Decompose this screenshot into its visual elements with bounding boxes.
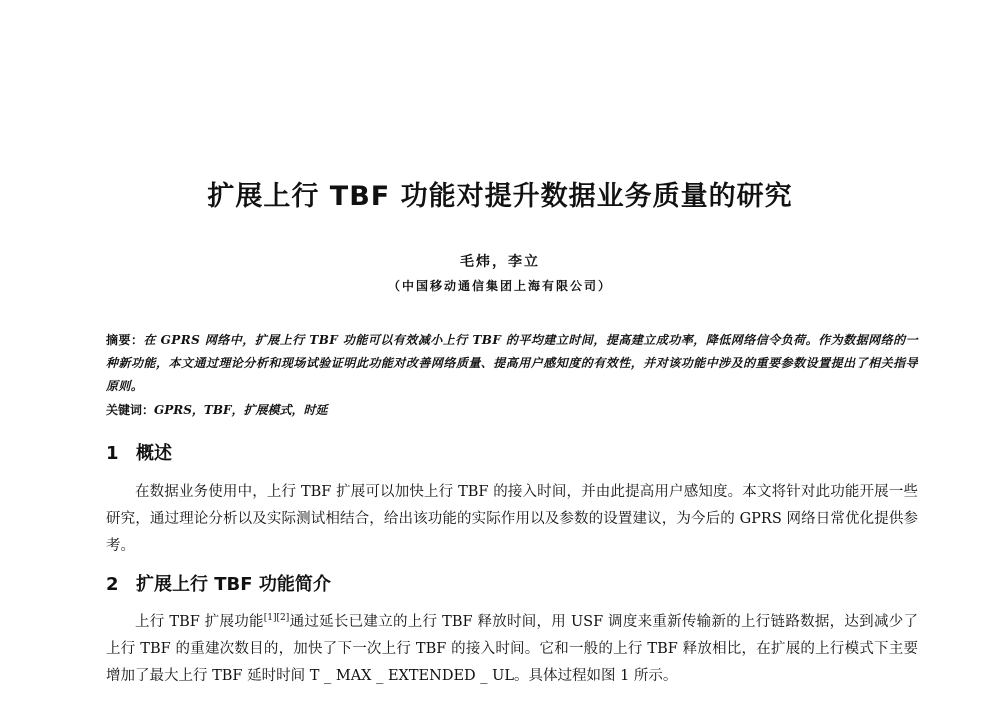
abstract	[106, 329, 918, 398]
section-heading	[106, 439, 172, 465]
section-title: 扩展上行 TBF 功能简介	[136, 574, 331, 595]
section-heading	[106, 570, 331, 596]
paragraph-text: 通过延长已建立的上行 TBF 释放时间，用 USF 调度来重新传输新的上行链路数据，达到减少了上行 TBF 的重建次数目的，加快了下一次上行 TBF 的接入时间。它和一般的上行 TBF 释放相比，在扩展的上行模式下主要增加了最大上行 TBF 延时时间 T _ MAX _ EXTENDED _ UL。具体过程如图 1 所示。	[106, 614, 918, 684]
abstract-label: 摘要：	[106, 333, 144, 347]
author-affiliation: （中国移动通信集团上海有限公司）	[387, 279, 612, 293]
section-title: 概述	[136, 443, 172, 464]
keywords-label: 关键词：	[106, 403, 155, 417]
section-paragraph: 在数据业务使用中，上行 TBF 扩展可以加快上行 TBF 的接入时间，并由此提高用户感知度。本文将针对此功能开展一些研究，通过理论分析以及实际测试相结合，给出该功能的实际作用以及参数的设置建议，为今后的 GPRS 网络日常优化提供参考。	[106, 484, 918, 554]
section-number: 2	[106, 574, 119, 595]
paper-title: 扩展上行 TBF 功能对提升数据业务质量的研究	[207, 181, 793, 212]
section-paragraph	[106, 609, 918, 690]
author-list: 毛炜，李立	[460, 254, 540, 270]
keywords-text: GPRS，TBF，扩展模式，时延	[154, 403, 328, 417]
abstract-text: 在 GPRS 网络中，扩展上行 TBF 功能可以有效减小上行 TBF 的平均建立时间，提高建立成功率，降低网络信令负荷。作为数据网络的一种新功能，本文通过理论分析和现场试验证明此功能对改善网络质量、提高用户感知度的有效性，并对该功能中涉及的重要参数设置提出了相关指导原则。	[106, 333, 918, 393]
citation-reference[interactable]: [1][2]	[263, 613, 290, 624]
section-number: 1	[106, 443, 119, 464]
paragraph-text: 上行 TBF 扩展功能	[135, 614, 264, 630]
keywords	[106, 399, 918, 422]
